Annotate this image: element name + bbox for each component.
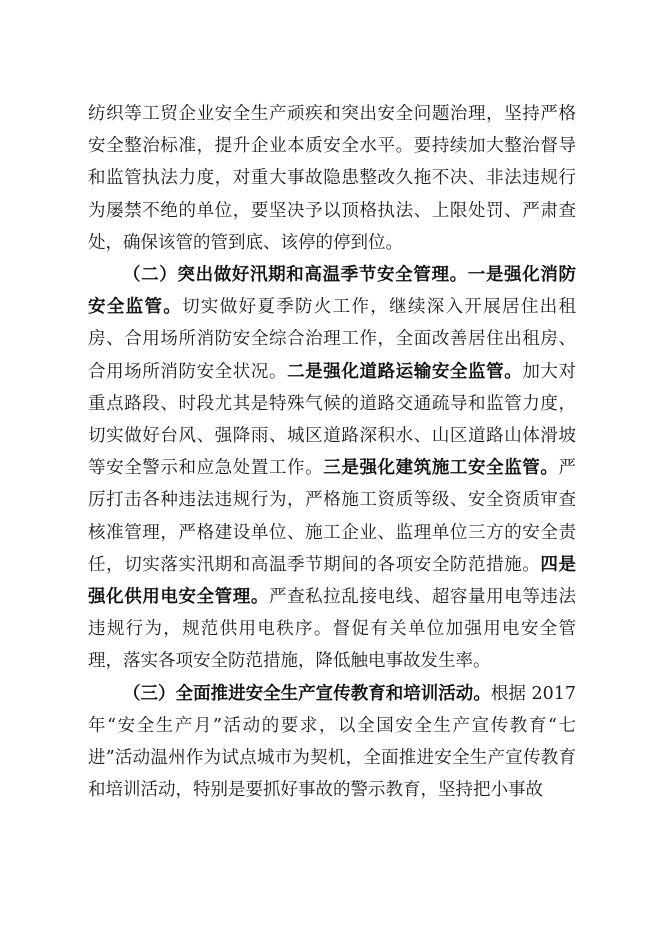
document-body: [88, 98, 576, 806]
paragraph-3: [88, 678, 576, 807]
paragraph-2-text-3: 严厉打击各种违法违规行为，严格施工资质等级、安全资质审查核准管理，严格建设单位、施工企业、监理单位三方的安全责任，切实落实汛期和高温季节期间的各项安全防范措施。: [88, 458, 576, 575]
paragraph-2: [88, 259, 576, 678]
paragraph-2-text-1: 切实做好夏季防火工作，继续深入开展居住出租房、合用场所消防安全综合治理工作，全面改善居住出租房、合用场所消防安全状况。: [88, 297, 577, 382]
paragraph-1-text: 纺织等工贸企业安全生产顽疾和突出安全问题治理，坚持严格安全整治标准，提升企业本质安全水平。要持续加大整治督导和监管执法力度，对重大事故隐患整改久拖不决、非法违规行为屡禁不绝的单位，要坚决予以顶格执法、上限处罚、严肃查处，确保该管的管到底、该停的停到位。: [88, 104, 576, 253]
subheading-road-transport: 二是强化道路运输安全监管。: [287, 361, 523, 382]
subheading-electricity: 四是强化供用电安全管理。: [88, 554, 577, 608]
subheading-construction: 三是强化建筑施工安全监管。: [323, 458, 559, 479]
section-heading-2: （二）突出做好汛期和高温季节安全管理。一是强化消防安全监管。: [88, 265, 576, 318]
paragraph-2-text-4: 严查私拉乱接电线、超容量用电等违法违规行为，规范供用电秩序。督促有关单位加强用电安全管理，落实各项安全防范措施，降低触电事故发生率。: [88, 587, 577, 672]
section-heading-3: （三）全面推进安全生产宣传教育和培训活动。: [123, 683, 491, 704]
paragraph-3-text: 根据 2017 年“安全生产月”活动的要求，以全国安全生产宣传教育“七进”活动温州作为试点城市为契机，全面推进安全生产宣传教育和培训活动，特别是要抓好事故的警示教育，坚持把小事故: [88, 683, 576, 801]
paragraph-1: [88, 98, 576, 259]
paragraph-2-text-2: 加大对重点路段、时段尤其是特殊气候的道路交通疏导和监管力度，切实做好台风、强降雨、城区道路深积水、山区道路山体滑坡等安全警示和应急处置工作。: [88, 361, 577, 479]
